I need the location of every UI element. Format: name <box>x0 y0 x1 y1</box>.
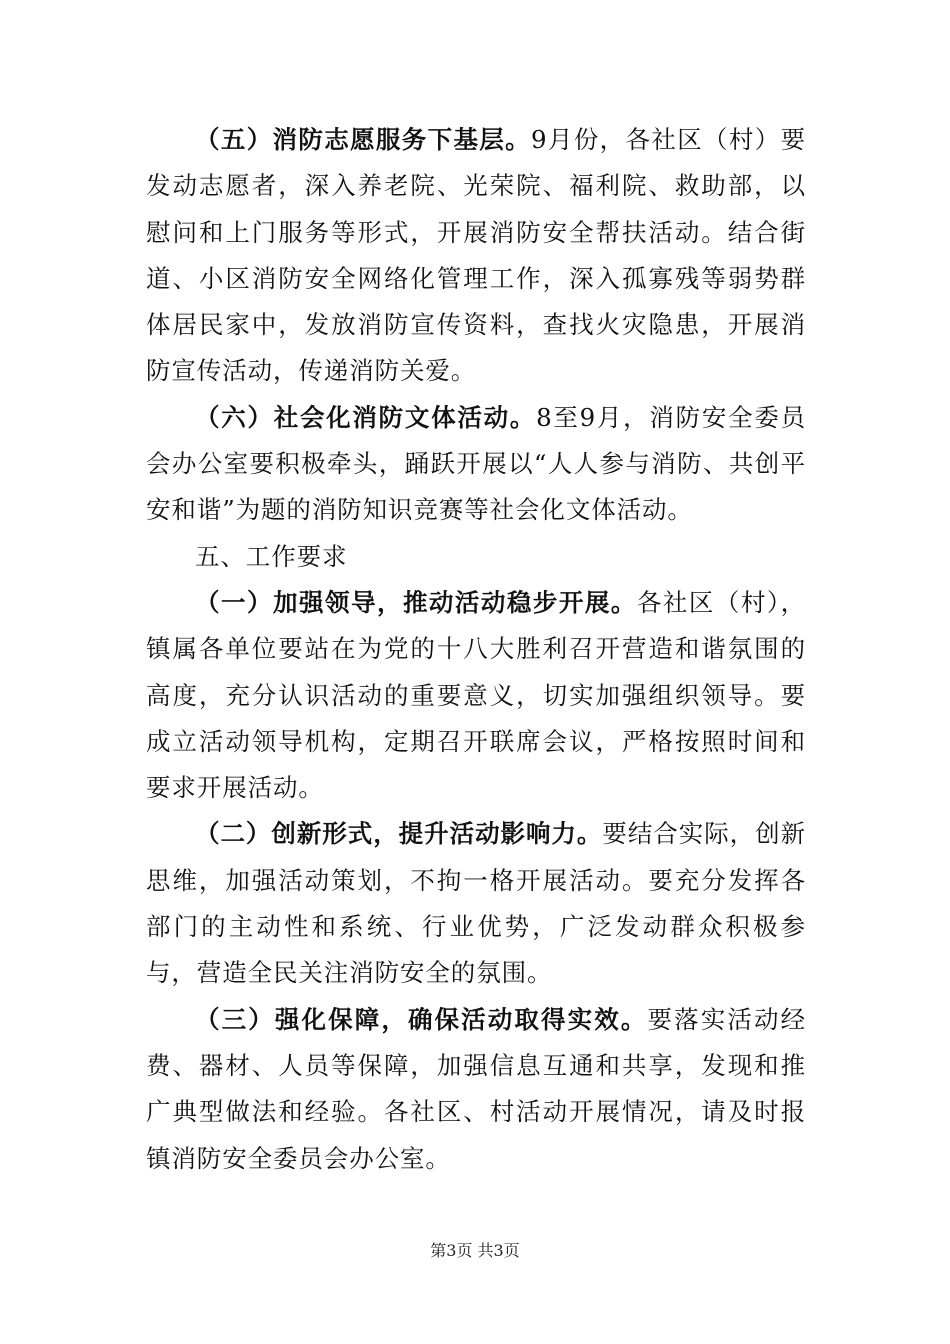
document-body <box>146 117 806 1182</box>
paragraph-lead: （五）消防志愿服务下基层。 <box>195 125 532 154</box>
paragraph-requirement-innovation <box>146 811 806 996</box>
paragraph-requirement-guarantee <box>146 997 806 1182</box>
paragraph-text: 各社区（村），镇属各单位要站在为党的十八大胜利召开营造和谐氛围的高度，充分认识活动的重要意义，切实加强组织领导。要成立活动领导机构，定期召开联席会议，严格按照时间和要求开展活动。 <box>146 587 806 803</box>
paragraph-requirement-leadership <box>146 580 806 811</box>
paragraph-volunteer-service <box>146 117 806 395</box>
paragraph-text: 8至9月，消防安全委员会办公室要积极牵头，踊跃开展以“人人参与消防、共创平安和谐”为题的消防知识竞赛等社会化文体活动。 <box>146 402 806 525</box>
paragraph-text: 要结合实际，创新思维，加强活动策划，不拘一格开展活动。要充分发挥各部门的主动性和系统、行业优势，广泛发动群众积极参与，营造全民关注消防安全的氛围。 <box>146 819 806 988</box>
paragraph-text: 要落实活动经费、器材、人员等保障，加强信息互通和共享，发现和推广典型做法和经验。各社区、村活动开展情况，请及时报镇消防安全委员会办公室。 <box>146 1004 806 1173</box>
paragraph-lead: （三）强化保障，确保活动取得实效。 <box>195 1004 648 1034</box>
paragraph-cultural-activities <box>146 395 806 534</box>
page-footer: 第3页 共3页 <box>430 1241 520 1260</box>
paragraph-text: 9月份，各社区（村）要发动志愿者，深入养老院、光荣院、福利院、救助部，以慰问和上门服务等形式，开展消防安全帮扶活动。结合街道、小区消防安全网络化管理工作，深入孤寡残等弱势群体居民家中，发放消防宣传资料，查找火灾隐患，开展消防宣传活动，传递消防关爱。 <box>146 125 806 386</box>
paragraph-lead: （一）加强领导，推动活动稳步开展。 <box>195 587 637 617</box>
section-heading: 五、工作要求 <box>195 541 348 571</box>
paragraph-lead: （二）创新形式，提升活动影响力。 <box>195 819 603 849</box>
paragraph-lead: （六）社会化消防文体活动。 <box>195 402 537 432</box>
